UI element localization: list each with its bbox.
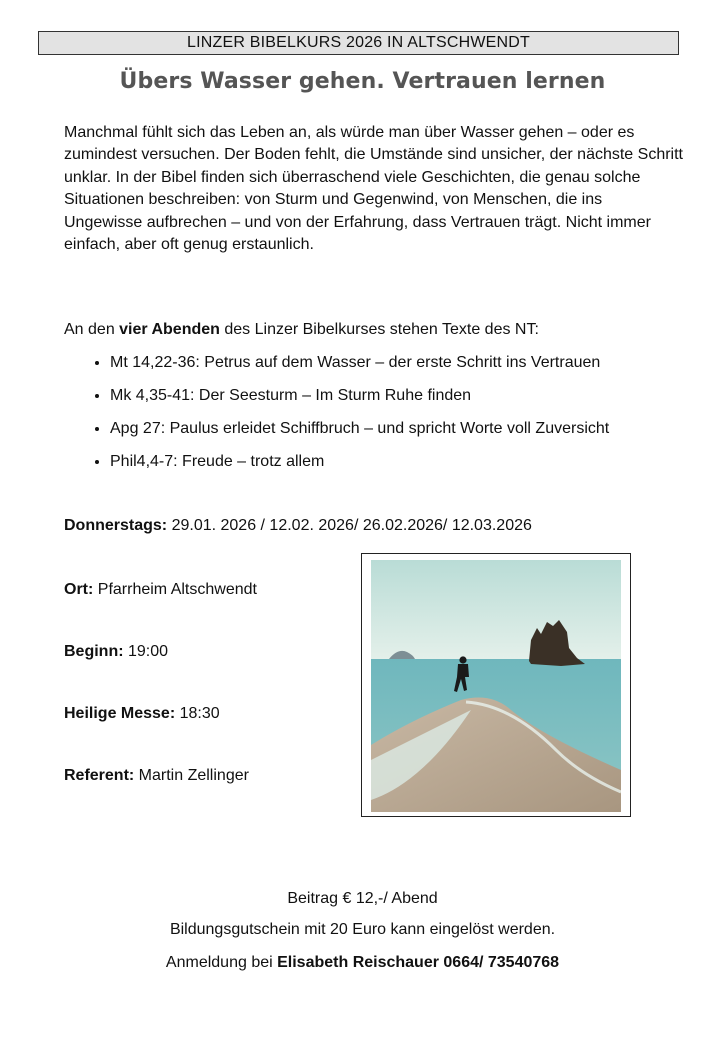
page-title: Übers Wasser gehen. Vertrauen lernen bbox=[119, 69, 606, 94]
fee-line: Beitrag € 12,-/ Abend bbox=[287, 890, 438, 907]
start-label: Beginn: bbox=[64, 643, 124, 660]
location-line bbox=[64, 581, 257, 599]
list-item: • Mt 14,22-36: Petrus auf dem Wasser – der erste Schritt ins Vertrauen bbox=[110, 352, 609, 385]
lead-text: An den bbox=[64, 321, 120, 338]
start-line bbox=[64, 643, 168, 661]
mass-line bbox=[64, 705, 220, 723]
dates-line bbox=[64, 517, 532, 535]
lead-emphasis: vier Abenden bbox=[119, 321, 220, 338]
speaker-label: Referent: bbox=[64, 767, 135, 784]
list-item: • Mk 4,35-41: Der Seesturm – Im Sturm Ruhe finden bbox=[110, 385, 609, 418]
sea-walk-photo bbox=[371, 560, 621, 812]
bible-texts-list bbox=[90, 352, 609, 484]
speaker-value: Martin Zellinger bbox=[134, 767, 249, 784]
dates-label: Donnerstags: bbox=[64, 517, 168, 534]
texts-lead bbox=[64, 321, 539, 339]
list-item: • Apg 27: Paulus erleidet Schiffbruch – und spricht Worte voll Zuversicht bbox=[110, 418, 609, 451]
registration-line bbox=[0, 954, 725, 972]
mass-value: 18:30 bbox=[175, 705, 220, 722]
photo-frame bbox=[361, 553, 631, 817]
dates-value: 29.01. 2026 / 12.02. 2026/ 26.02.2026/ 12.03.2026 bbox=[167, 517, 532, 534]
speaker-line bbox=[64, 767, 249, 785]
registration-contact: Elisabeth Reischauer 0664/ 73540768 bbox=[277, 954, 560, 971]
list-item: • Phil4,4-7: Freude – trotz allem bbox=[110, 451, 609, 484]
registration-prefix: Anmeldung bei bbox=[165, 954, 278, 971]
lead-text-end: des Linzer Bibelkurses stehen Texte des NT: bbox=[219, 321, 539, 338]
location-label: Ort: bbox=[64, 581, 94, 598]
location-value: Pfarrheim Altschwendt bbox=[93, 581, 257, 598]
start-value: 19:00 bbox=[123, 643, 169, 660]
voucher-line: Bildungsgutschein mit 20 Euro kann eingelöst werden. bbox=[169, 921, 556, 938]
intro-paragraph: Manchmal fühlt sich das Leben an, als würde man über Wasser gehen – oder es zumindest versuchen. Der Boden fehlt, die Umstände sind unsicher, der nächste Schritt unklar. In der Bibel finden sich überraschend viele Geschichten, die genau solche Situationen beschreiben: von Sturm und Gegenwind, von Menschen, die ins Ungewisse aufbrechen – und von der Erfahrung, dass Vertrauen trägt. Nicht immer einfach, aber oft genug erstaunlich. bbox=[64, 124, 683, 254]
course-banner: LINZER BIBELKURS 2026 IN ALTSCHWENDT bbox=[38, 31, 679, 55]
mass-label: Heilige Messe: bbox=[64, 705, 176, 722]
